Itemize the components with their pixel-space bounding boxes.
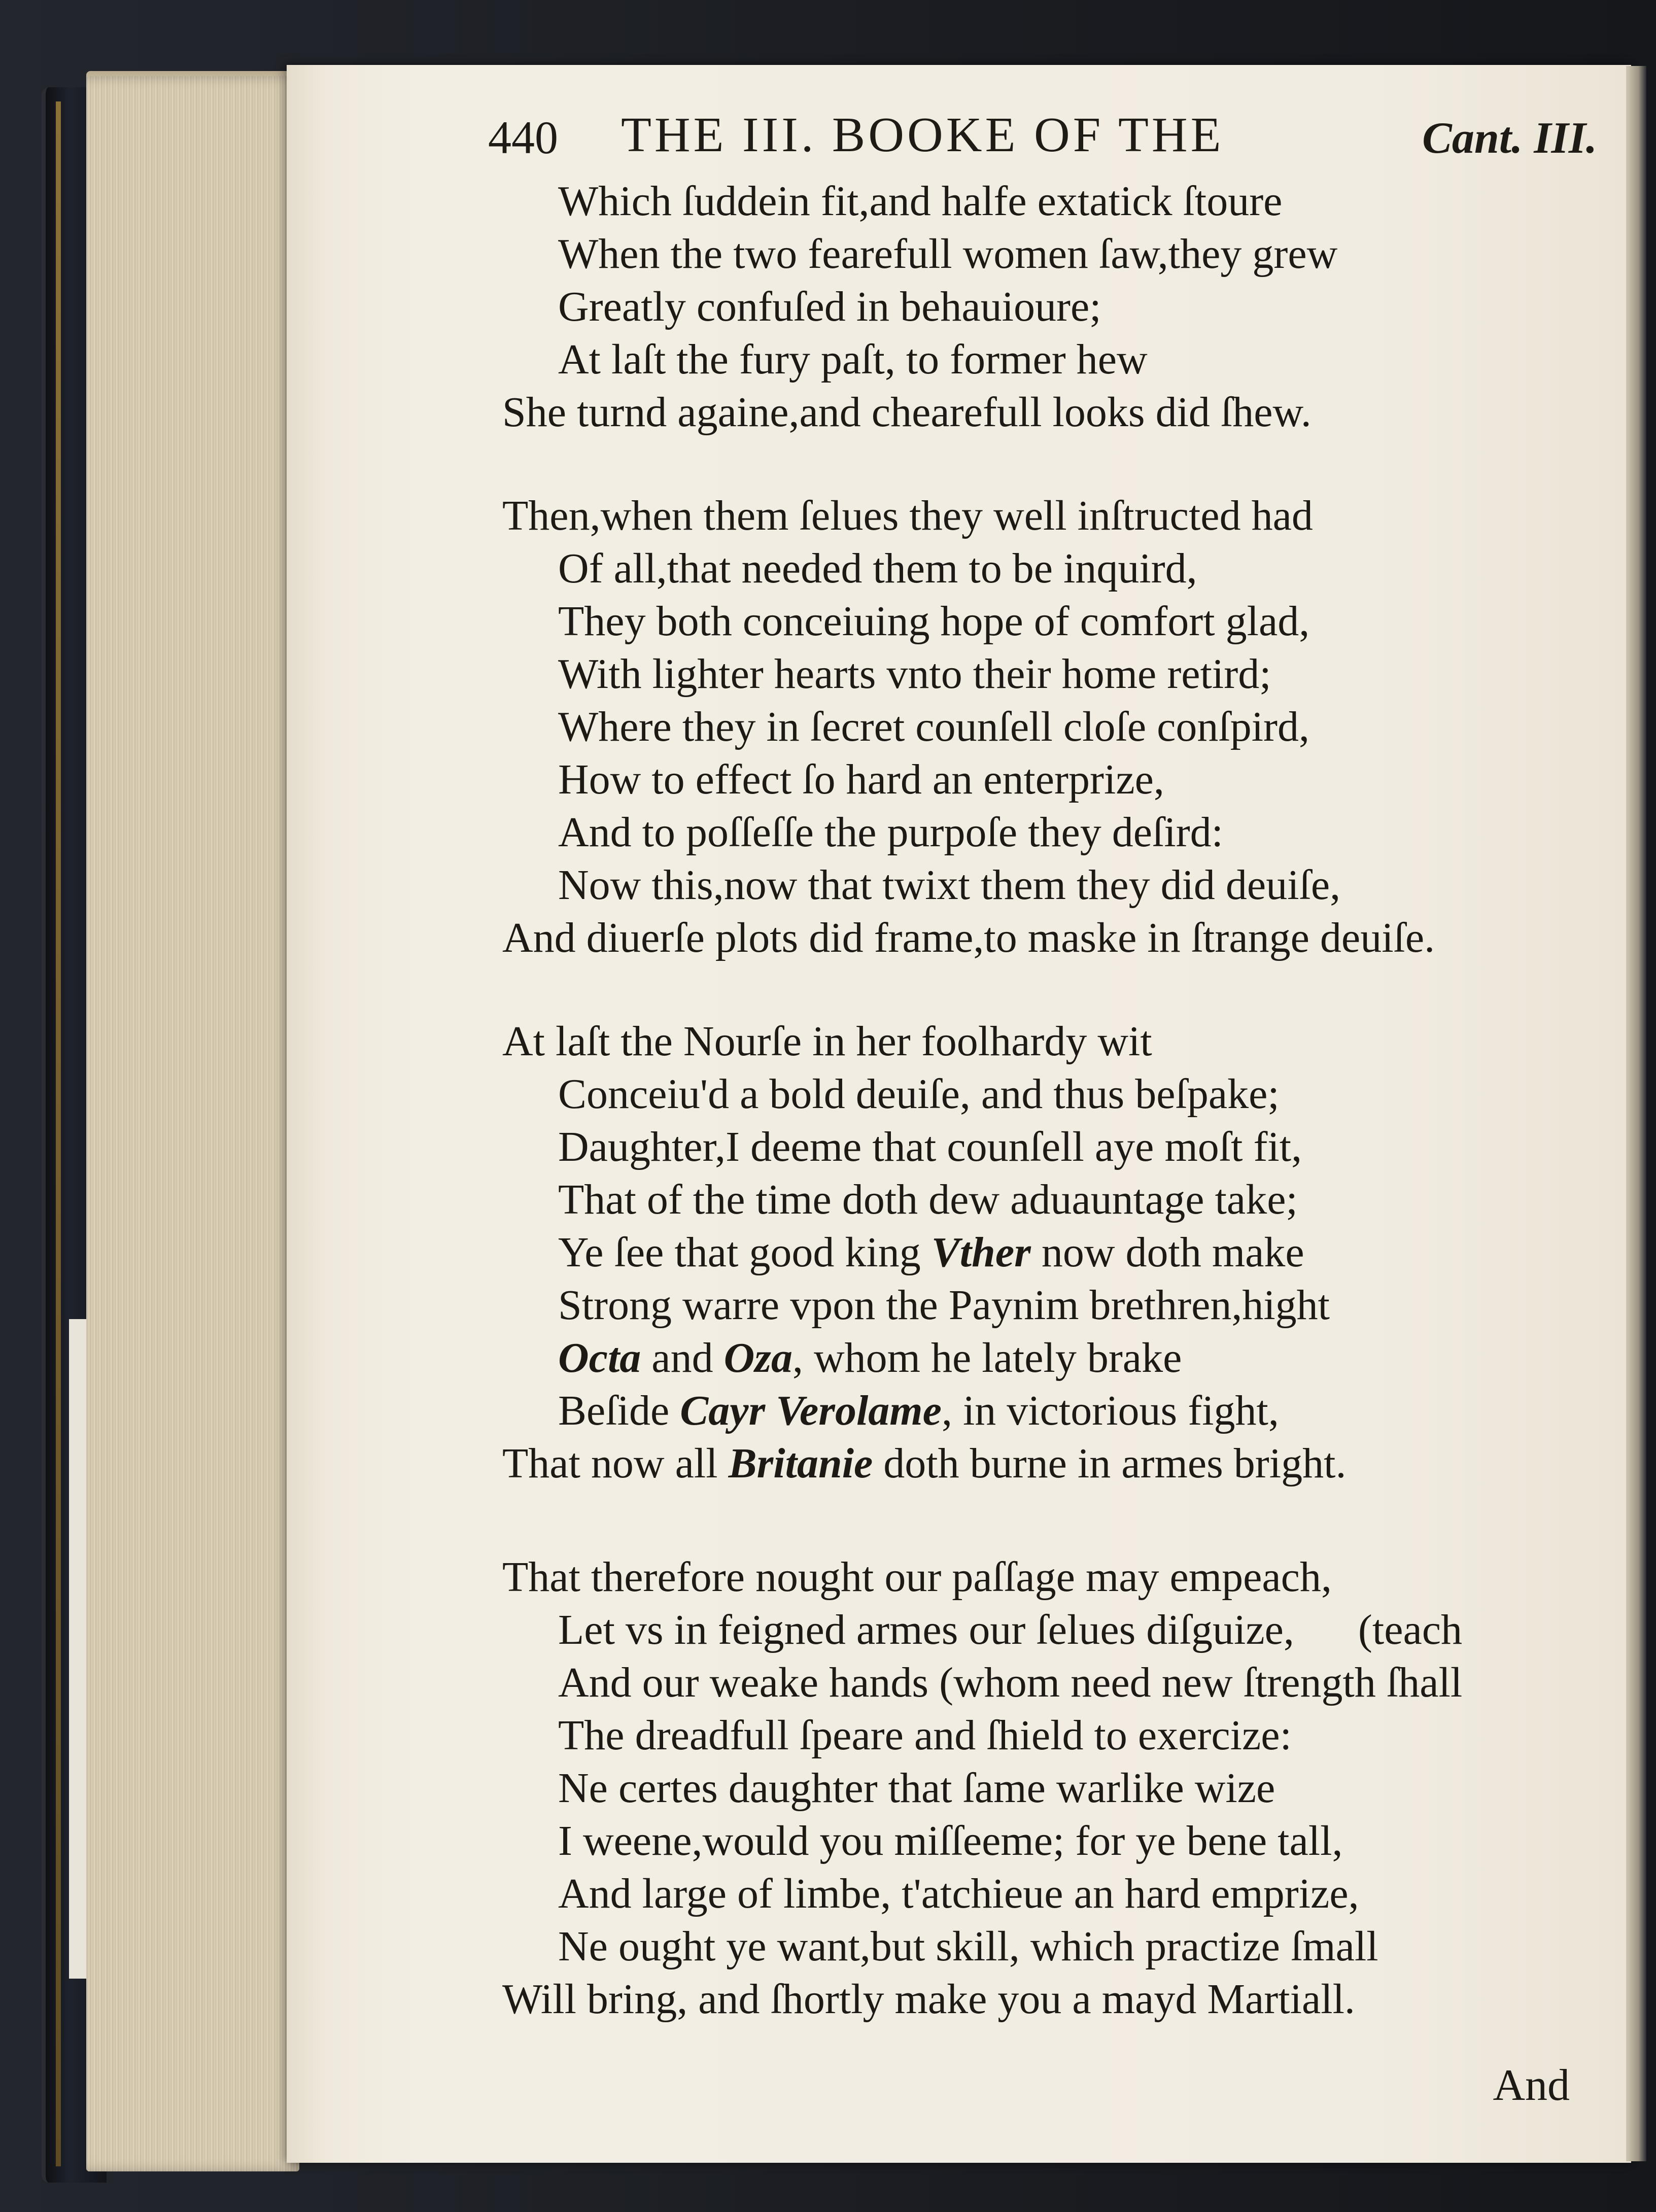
- verse-line: [502, 1226, 1583, 1279]
- verse-fragment: , in victorious fight,: [941, 1387, 1279, 1434]
- proper-name: Octa: [558, 1334, 641, 1381]
- proper-name: Britanie: [728, 1440, 873, 1487]
- poem-text: [502, 175, 1583, 2077]
- verse-line: Which ſuddein fit,and halfe extatick ſtoure: [558, 178, 1283, 225]
- page-number: 440: [488, 112, 558, 163]
- verse-line: The dreadfull ſpeare and ſhield to exercize:: [558, 1712, 1292, 1759]
- verse-fragment: Ye ſee that good king: [558, 1229, 932, 1276]
- verse-line: At laſt the fury paſt, to former hew: [558, 336, 1148, 383]
- verse-line: Now this,now that twixt them they did deuiſe,: [558, 861, 1341, 909]
- verse-line: I weene,would you miſſeeme; for ye bene tall,: [558, 1817, 1343, 1864]
- verse-fragment: doth burne in armes bright.: [873, 1440, 1347, 1487]
- verse-line: Let vs in feigned armes our ſelues diſguize, (teach: [558, 1606, 1463, 1653]
- verse-line: At laſt the Nourſe in her foolhardy wit: [502, 1018, 1152, 1065]
- running-header: [488, 99, 1597, 165]
- proper-name: Vther: [931, 1229, 1031, 1276]
- verse-line: [502, 1437, 1583, 1490]
- stanza: [502, 1551, 1583, 2026]
- verse-line: They both conceiuing hope of comfort glad,: [558, 598, 1310, 645]
- verse-line: Daughter,I deeme that counſell aye moſt fit,: [558, 1123, 1302, 1170]
- verse-line: When the two fearefull women ſaw,they grew: [558, 230, 1338, 278]
- verse-line: And our weake hands (whom need new ſtrength ſhall: [558, 1659, 1463, 1706]
- verse-line: Ne ought ye want,but skill, which practize ſmall: [558, 1923, 1378, 1970]
- verse-fragment: That now all: [502, 1440, 729, 1487]
- verse-line: She turnd againe,and chearefull looks did ſhew.: [502, 389, 1312, 436]
- verse-line: Where they in ſecret counſell cloſe conſpird,: [558, 703, 1310, 750]
- page-right-edge: [1626, 66, 1646, 2161]
- verse-line: Then,when them ſelues they well inſtructed had: [502, 492, 1313, 539]
- proper-name: Cayr Verolame: [680, 1387, 942, 1434]
- verse-line: With lighter hearts vnto their home retird;: [558, 650, 1271, 698]
- canto-reference: Cant. III.: [1422, 114, 1597, 163]
- stanza: [502, 490, 1583, 964]
- verse-line: Strong warre vpon the Paynim brethren,hight: [558, 1282, 1330, 1329]
- verse-fragment: and: [641, 1334, 724, 1381]
- page-edges: [86, 76, 299, 2171]
- verse-line: Greatly confuſed in behauioure;: [558, 283, 1101, 330]
- verse-fragment: , whom he lately brake: [792, 1334, 1182, 1381]
- verse-line: [502, 1332, 1583, 1385]
- verse-line: And diuerſe plots did frame,to maske in ſtrange deuiſe.: [502, 914, 1435, 961]
- running-title: THE III. BOOKE OF THE: [621, 108, 1224, 162]
- verse-line: That of the time doth dew aduauntage take;: [558, 1176, 1298, 1223]
- verse-line: And large of limbe, t'atchieue an hard emprize,: [558, 1870, 1359, 1917]
- verse-fragment: now doth make: [1030, 1229, 1304, 1276]
- verse-line: Of all,that needed them to be inquird,: [558, 545, 1197, 592]
- verse-line: And to poſſeſſe the purpoſe they deſird:: [558, 809, 1224, 856]
- verse-line: How to effect ſo hard an enterprize,: [558, 756, 1164, 803]
- proper-name: Oza: [723, 1334, 792, 1381]
- verse-line: Conceiu'd a bold deuiſe, and thus beſpake;: [558, 1070, 1280, 1118]
- stanza: [502, 1015, 1583, 1490]
- stanza: [502, 175, 1583, 439]
- verse-line: Ne certes daughter that ſame warlike wize: [558, 1765, 1275, 1812]
- verse-line: Will bring, and ſhortly make you a mayd Martiall.: [502, 1976, 1355, 2023]
- verse-line: [502, 1385, 1583, 1437]
- catchword: And: [1493, 2061, 1570, 2110]
- verse-fragment: Beſide: [558, 1387, 680, 1434]
- cover-gilt-edge: [56, 101, 61, 2166]
- verse-line: That therefore nought our paſſage may empeach,: [502, 1553, 1332, 1601]
